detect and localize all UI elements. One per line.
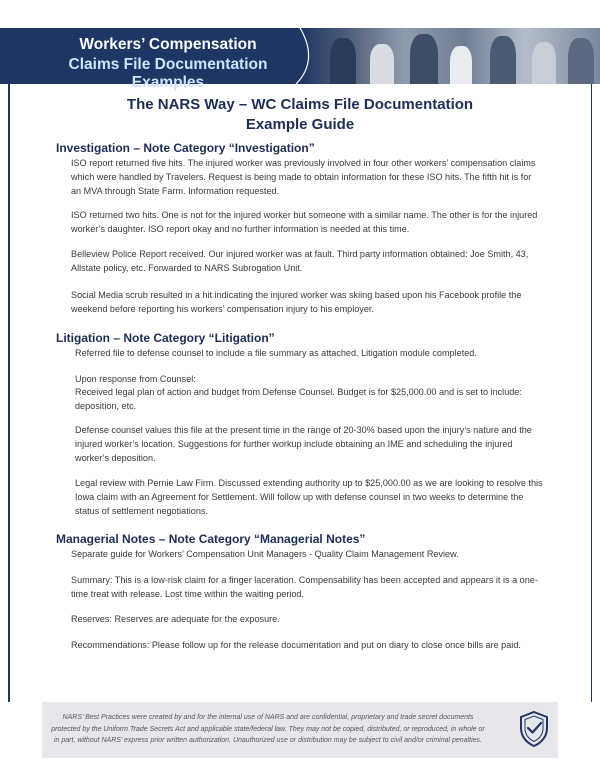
managerial-heading: Managerial Notes – Note Category “Managerial Notes”	[56, 532, 366, 546]
litigation-note-2-intro: Upon response from Counsel:	[75, 374, 196, 384]
left-border-rule	[8, 84, 10, 702]
investigation-note-2: ISO returned two hits. One is not for the injured worker but someone with a similar name. The other is for the injured worker’s daughter. ISO report okay and no further information is needed at this time.	[71, 210, 538, 234]
document-subtitle: Example Guide	[245, 116, 355, 133]
investigation-heading: Investigation – Note Category “Investigation”	[56, 141, 315, 155]
litigation-note-3: Defense counsel values this file at the present time in the range of 20-30% based upon the injury’s nature and the injured worker’s location. Suggestions for further workup include obtaining an IME and scheduling the injured worker’s deposition.	[75, 425, 532, 463]
header-title: Workers’ Compensation	[79, 36, 257, 53]
managerial-note-4: Recommendations: Please follow up for the release documentation and put on diary to close once bills are paid.	[71, 640, 521, 650]
litigation-note-2: Received legal plan of action and budget from Defense Counsel. Budget is for $25,000.00 and is set to include: deposition, etc.	[75, 387, 522, 411]
footer-disclaimer: NARS’ Best Practices were created by and for the internal use of NARS and are confidential, proprietary and trade secret documents protected by the Uniform Trade Secrets Act and applicable state/federal law. They may not be copied, distributed, or reproduced, in whole or in part, without NARS’ express prior written authorization. Unauthorized use or distribution may be subject to civil and/or criminal penalties.	[51, 714, 485, 744]
shield-check-icon	[518, 710, 550, 748]
investigation-note-1: ISO report returned five hits. The injured worker was previously involved in four other workers’ compensation claims which were handled by Travelers. Request is being made to obtain information for these ISO hits. The fifth hit is for an MVA through State Farm. Information requested.	[71, 158, 536, 196]
managerial-note-3: Reserves: Reserves are adequate for the exposure.	[71, 614, 280, 624]
header-subtitle: Claims File Documentation Examples	[68, 56, 268, 91]
managerial-note-1: Separate guide for Workers’ Compensation Unit Managers - Quality Claim Management Review.	[71, 549, 459, 559]
investigation-note-4: Social Media scrub resulted in a hit indicating the injured worker was skiing based upon his Facebook profile the weekend before reporting his workers’ compensation injury to his employer.	[71, 290, 522, 314]
managerial-note-2: Summary: This is a low-risk claim for a finger laceration. Compensability has been accepted and appears it is a one-time treat with release. Lost time within the waiting period.	[71, 575, 538, 599]
right-border-rule	[591, 84, 593, 702]
investigation-note-3: Belleview Police Report received. Our injured worker was at fault. Third party information obtained: Joe Smith, 43, Allstate policy, etc. Forwarded to NARS Subrogation Unit.	[71, 249, 529, 273]
litigation-heading: Litigation – Note Category “Litigation”	[56, 331, 275, 345]
litigation-note-1: Referred file to defense counsel to include a file summary as attached. Litigation module completed.	[75, 348, 477, 358]
litigation-note-4: Legal review with Pernie Law Firm. Discussed extending authority up to $25,000.00 as we are looking to resolve this Iowa claim with an Agreement for Settlement. Will follow up with defense counsel in two weeks to determine the status of settlement negotiations.	[75, 478, 543, 516]
document-title: The NARS Way – WC Claims File Documentation	[126, 96, 474, 113]
